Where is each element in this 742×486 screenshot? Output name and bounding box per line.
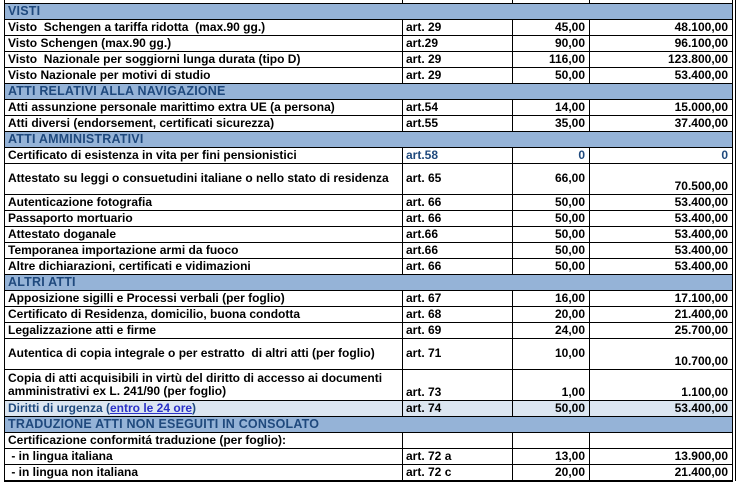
row-description: - in lingua italiana <box>5 449 403 465</box>
table-row-urgency <box>5 401 733 417</box>
table-row <box>5 100 733 116</box>
row-amount-eur: 50,00 <box>513 243 590 259</box>
row-description: Visto Nazionale per soggiorni lunga durata (tipo D) <box>5 52 403 68</box>
table-row <box>5 227 733 243</box>
urgency-label: Diritti di urgenza ( <box>8 401 110 415</box>
row-description: Legalizzazione atti e firme <box>5 323 403 339</box>
row-article: art. 65 <box>403 164 513 195</box>
row-amount-local: 1.100,00 <box>590 370 733 401</box>
row-amount-local <box>590 433 733 449</box>
row-article: art. 66 <box>403 259 513 275</box>
row-description: Visto Schengen (max.90 gg.) <box>5 36 403 52</box>
row-article: art. 71 <box>403 339 513 370</box>
row-description: - in lingua non italiana <box>5 465 403 481</box>
row-amount-eur: 50,00 <box>513 401 590 417</box>
row-amount-eur: 16,00 <box>513 291 590 307</box>
row-amount-local: 13.900,00 <box>590 449 733 465</box>
row-description: Atti assunzione personale marittimo extra UE (a persona) <box>5 100 403 116</box>
table-row <box>5 243 733 259</box>
row-article: art. 74 <box>403 401 513 417</box>
row-description: Temporanea importazione armi da fuoco <box>5 243 403 259</box>
urgency-label-suffix: ) <box>192 401 197 415</box>
table-row <box>5 339 733 370</box>
row-article: art.66 <box>403 227 513 243</box>
row-article <box>403 433 513 449</box>
table-row <box>5 36 733 52</box>
row-article: art. 29 <box>403 20 513 36</box>
row-description: Passaporto mortuario <box>5 211 403 227</box>
row-amount-eur: 20,00 <box>513 465 590 481</box>
row-description: Autentica di copia integrale o per estratto di altri atti (per foglio) <box>5 339 403 370</box>
row-amount-local: 53.400,00 <box>590 243 733 259</box>
row-article: art. 67 <box>403 291 513 307</box>
row-description: Certificazione conformitá traduzione (per foglio): <box>5 433 403 449</box>
row-amount-eur: 50,00 <box>513 195 590 211</box>
table-row <box>5 323 733 339</box>
row-article: art. 66 <box>403 211 513 227</box>
row-article: art.54 <box>403 100 513 116</box>
section-header-visti <box>5 4 733 20</box>
row-description: Certificato di Residenza, domicilio, buona condotta <box>5 307 403 323</box>
row-description: Copia di atti acquisibili in virtù del diritto di accesso ai documenti amministrativi ex L. 241/90 (per foglio) <box>5 370 403 401</box>
row-article: art.58 <box>403 148 513 164</box>
row-amount-eur: 50,00 <box>513 259 590 275</box>
table-row <box>5 164 733 195</box>
row-amount-eur: 50,00 <box>513 211 590 227</box>
row-article: art. 29 <box>403 52 513 68</box>
row-article: art. 72 c <box>403 465 513 481</box>
row-article: art. 29 <box>403 68 513 84</box>
row-amount-eur: 0 <box>513 148 590 164</box>
table-row <box>5 52 733 68</box>
row-amount-local: 70.500,00 <box>590 164 733 195</box>
row-amount-local: 21.400,00 <box>590 465 733 481</box>
row-amount-local: 21.400,00 <box>590 307 733 323</box>
row-article: art.29 <box>403 36 513 52</box>
row-description: Attestato doganale <box>5 227 403 243</box>
section-title: ALTRI ATTI <box>5 275 733 291</box>
table-row <box>5 148 733 164</box>
row-description <box>5 401 403 417</box>
table-row <box>5 449 733 465</box>
row-amount-local: 17.100,00 <box>590 291 733 307</box>
row-amount-eur: 13,00 <box>513 449 590 465</box>
row-amount-local: 53.400,00 <box>590 259 733 275</box>
table-row <box>5 370 733 401</box>
row-amount-local: 37.400,00 <box>590 116 733 132</box>
row-amount-local: 48.100,00 <box>590 20 733 36</box>
section-title: VISTI <box>5 4 733 20</box>
row-amount-local: 10.700,00 <box>590 339 733 370</box>
row-amount-eur: 35,00 <box>513 116 590 132</box>
row-description: Attestato su leggi o consuetudini italiane o nello stato di residenza <box>5 164 403 195</box>
table-row <box>5 259 733 275</box>
row-amount-local: 123.800,00 <box>590 52 733 68</box>
section-header-navigazione <box>5 84 733 100</box>
row-amount-eur: 116,00 <box>513 52 590 68</box>
row-amount-local: 53.400,00 <box>590 227 733 243</box>
section-title: TRADUZIONE ATTI NON ESEGUITI IN CONSOLATO <box>5 417 733 433</box>
row-amount-local: 53.400,00 <box>590 195 733 211</box>
row-article: art. 68 <box>403 307 513 323</box>
urgency-24h-link[interactable]: entro le 24 ore <box>110 401 193 415</box>
section-header-amministrativi <box>5 132 733 148</box>
row-amount-local: 96.100,00 <box>590 36 733 52</box>
row-article: art. 66 <box>403 195 513 211</box>
row-description: Visto Nazionale per motivi di studio <box>5 68 403 84</box>
table-row <box>5 68 733 84</box>
section-header-traduzione <box>5 417 733 433</box>
row-description: Visto Schengen a tariffa ridotta (max.90 gg.) <box>5 20 403 36</box>
row-amount-eur: 1,00 <box>513 370 590 401</box>
row-description: Atti diversi (endorsement, certificati sicurezza) <box>5 116 403 132</box>
row-amount-eur: 10,00 <box>513 339 590 370</box>
table-row <box>5 211 733 227</box>
row-article: art. 73 <box>403 370 513 401</box>
row-article: art. 69 <box>403 323 513 339</box>
row-description: Altre dichiarazioni, certificati e vidimazioni <box>5 259 403 275</box>
row-amount-eur: 50,00 <box>513 227 590 243</box>
section-title: ATTI AMMINISTRATIVI <box>5 132 733 148</box>
row-amount-eur: 66,00 <box>513 164 590 195</box>
table-row <box>5 20 733 36</box>
row-description: Autenticazione fotografia <box>5 195 403 211</box>
row-article: art.66 <box>403 243 513 259</box>
row-amount-eur: 90,00 <box>513 36 590 52</box>
row-amount-eur: 24,00 <box>513 323 590 339</box>
row-amount-eur: 20,00 <box>513 307 590 323</box>
row-amount-local: 53.400,00 <box>590 68 733 84</box>
table-row <box>5 291 733 307</box>
row-amount-local: 53.400,00 <box>590 211 733 227</box>
table-row <box>5 195 733 211</box>
section-title: ATTI RELATIVI ALLA NAVIGAZIONE <box>5 84 733 100</box>
tariff-table <box>4 0 733 482</box>
row-amount-local: 53.400,00 <box>590 401 733 417</box>
table-row <box>5 465 733 481</box>
section-header-altri-atti <box>5 275 733 291</box>
row-article: art.55 <box>403 116 513 132</box>
row-amount-eur: 45,00 <box>513 20 590 36</box>
table-row <box>5 116 733 132</box>
row-description: Apposizione sigilli e Processi verbali (per foglio) <box>5 291 403 307</box>
row-amount-eur: 50,00 <box>513 68 590 84</box>
table-row <box>5 433 733 449</box>
row-description: Certificato di esistenza in vita per fini pensionistici <box>5 148 403 164</box>
row-amount-local: 25.700,00 <box>590 323 733 339</box>
row-amount-local: 0 <box>590 148 733 164</box>
row-amount-local: 15.000,00 <box>590 100 733 116</box>
row-amount-eur <box>513 433 590 449</box>
row-amount-eur: 14,00 <box>513 100 590 116</box>
table-row <box>5 307 733 323</box>
row-article: art. 72 a <box>403 449 513 465</box>
